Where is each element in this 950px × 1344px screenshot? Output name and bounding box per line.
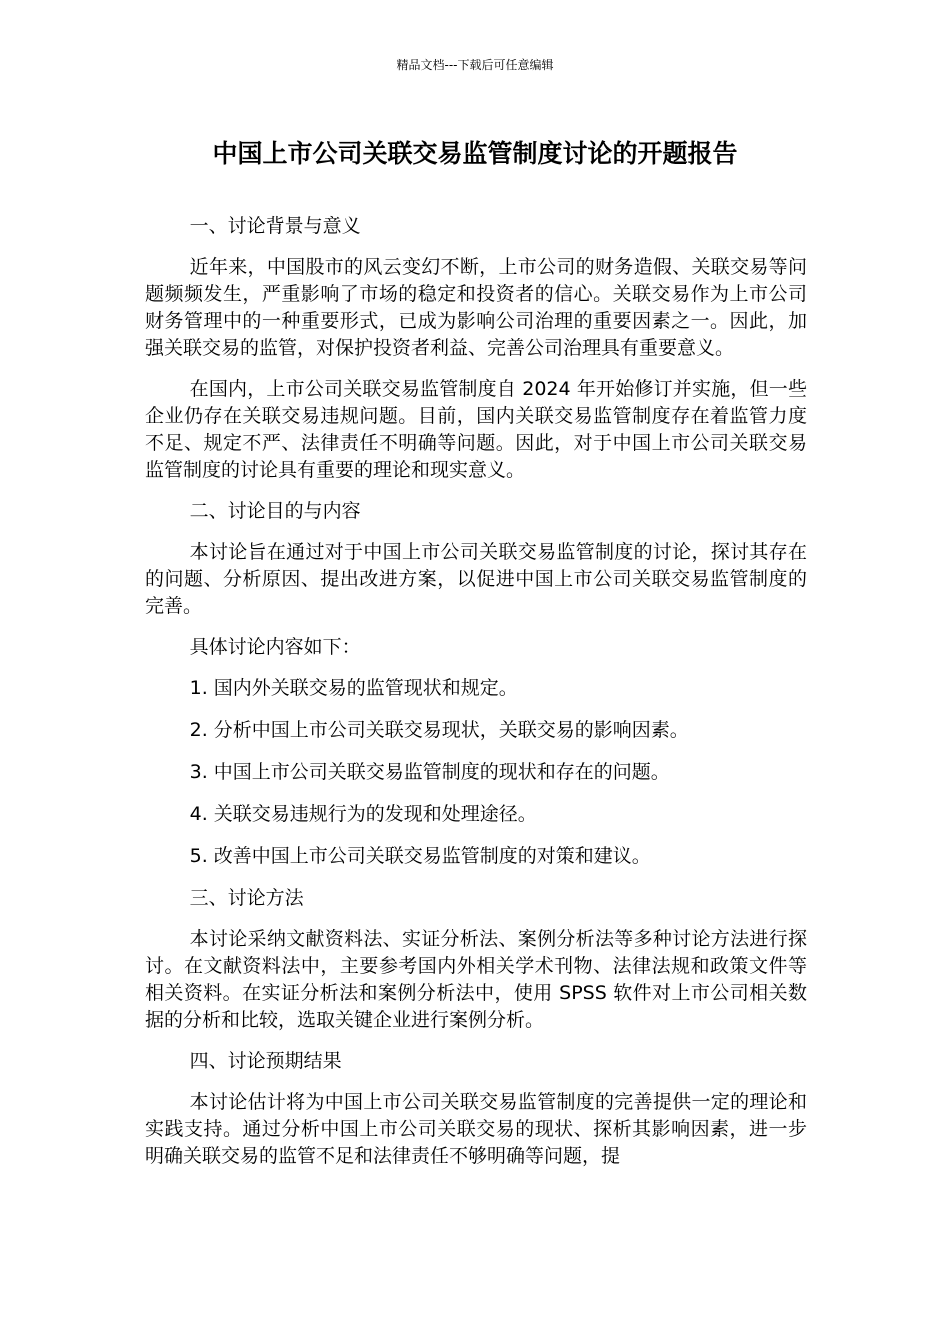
paragraph-background-1: 近年来，中国股市的风云变幻不断，上市公司的财务造假、关联交易等问题频频发生，严重影响了市场的稳定和投资者的信心。关联交易作为上市公司财务管理中的一种重要形式，已成为影响公司治理的重要因素之一。因此，加强关联交易的监管，对保护投资者利益、完善公司治理具有重要意义。	[145, 256, 807, 359]
document-title: 中国上市公司关联交易监管制度讨论的开题报告	[212, 139, 738, 168]
list-item: 2. 分析中国上市公司关联交易现状，关联交易的影响因素。	[189, 719, 689, 741]
page-header: 精品文档---下载后可任意编辑	[396, 58, 554, 72]
list-item: 1. 国内外关联交易的监管现状和规定。	[189, 677, 518, 699]
list-item: 5. 改善中国上市公司关联交易监管制度的对策和建议。	[189, 845, 651, 867]
list-item: 3. 中国上市公司关联交易监管制度的现状和存在的问题。	[189, 761, 670, 783]
paragraph-expected-results-1: 本讨论估计将为中国上市公司关联交易监管制度的完善提供一定的理论和实践支持。通过分析中国上市公司关联交易的现状、探析其影响因素，进一步明确关联交易的监管不足和法律责任不够明确等问题，提	[145, 1091, 807, 1167]
paragraph-purpose-2: 具体讨论内容如下：	[189, 636, 361, 658]
section-heading-methods: 三、讨论方法	[189, 887, 304, 909]
section-heading-background: 一、讨论背景与意义	[189, 215, 361, 237]
list-item: 4. 关联交易违规行为的发现和处理途径。	[189, 803, 537, 825]
paragraph-purpose-1: 本讨论旨在通过对于中国上市公司关联交易监管制度的讨论，探讨其存在的问题、分析原因、提出改进方案，以促进中国上市公司关联交易监管制度的完善。	[145, 541, 807, 617]
paragraph-background-2: 在国内，上市公司关联交易监管制度自 2024 年开始修订并实施，但一些企业仍存在关联交易违规问题。目前，国内关联交易监管制度存在着监管力度不足、规定不严、法律责任不明确等问题。因此，对于中国上市公司关联交易监管制度的讨论具有重要的理论和现实意义。	[145, 378, 807, 481]
section-heading-expected-results: 四、讨论预期结果	[189, 1050, 342, 1072]
section-heading-purpose: 二、讨论目的与内容	[189, 500, 361, 522]
paragraph-methods-1: 本讨论采纳文献资料法、实证分析法、案例分析法等多种讨论方法进行探讨。在文献资料法中，主要参考国内外相关学术刊物、法律法规和政策文件等相关资料。在实证分析法和案例分析法中，使用 SPSS 软件对上市公司相关数据的分析和比较，选取关键企业进行案例分析。	[145, 928, 807, 1031]
document-body	[145, 213, 807, 1184]
